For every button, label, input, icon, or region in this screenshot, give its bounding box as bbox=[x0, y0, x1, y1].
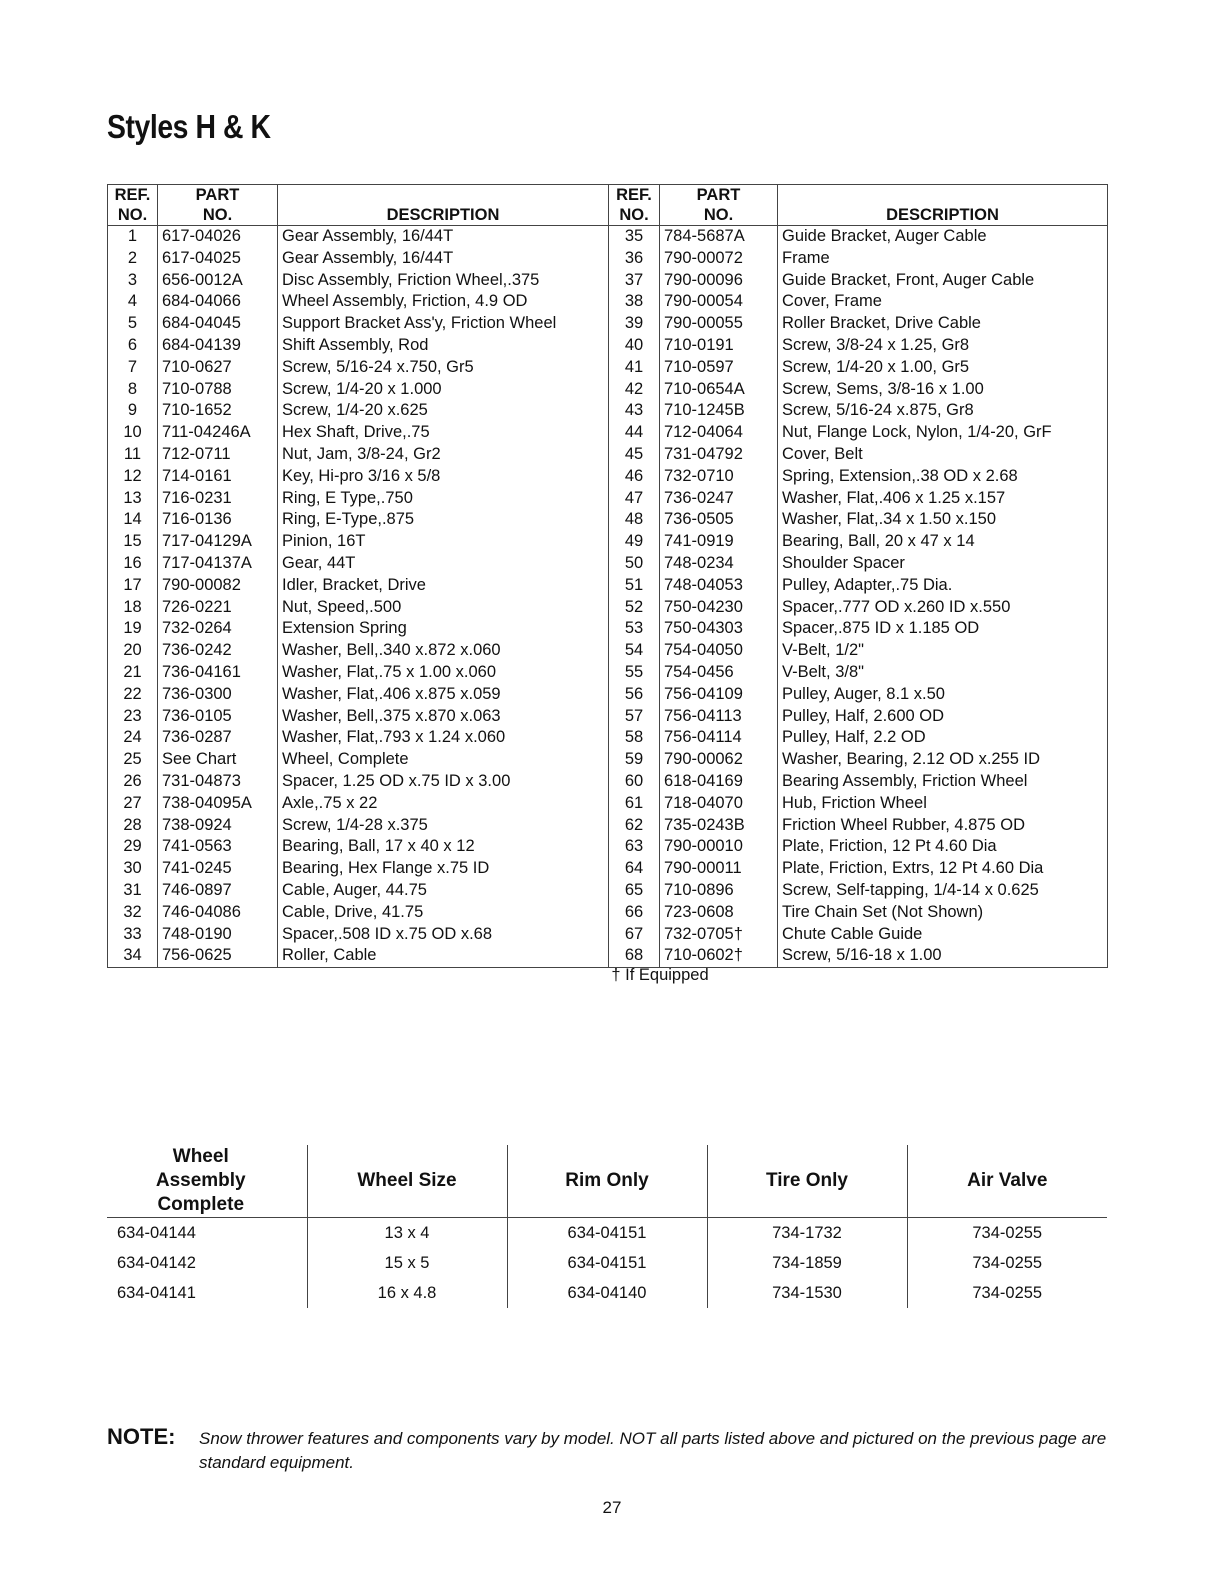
description-header: DESCRIPTION bbox=[278, 185, 609, 226]
ref-no-cell: 48 bbox=[609, 509, 660, 531]
parts-table bbox=[107, 184, 1108, 968]
part-no-cell: 736-0247 bbox=[660, 488, 778, 510]
tire-only-cell: 734-1530 bbox=[707, 1278, 907, 1308]
ref-no-cell: 8 bbox=[108, 379, 158, 401]
table-row bbox=[108, 270, 1108, 292]
part-no-cell: 790-00062 bbox=[660, 749, 778, 771]
wheel-size-cell: 15 x 5 bbox=[307, 1248, 507, 1278]
description-cell: Nut, Flange Lock, Nylon, 1/4-20, GrF bbox=[778, 422, 1108, 444]
part-no-cell: 716-0136 bbox=[158, 509, 278, 531]
part-no-header: PART NO. bbox=[660, 185, 778, 226]
parts-table-header bbox=[108, 185, 1108, 226]
table-row bbox=[108, 248, 1108, 270]
part-no-cell: 712-04064 bbox=[660, 422, 778, 444]
part-no-cell: 736-04161 bbox=[158, 662, 278, 684]
ref-no-cell: 60 bbox=[609, 771, 660, 793]
ref-no-cell: 17 bbox=[108, 575, 158, 597]
part-no-cell: 756-04113 bbox=[660, 706, 778, 728]
description-cell: Axle,.75 x 22 bbox=[278, 793, 609, 815]
ref-no-cell: 25 bbox=[108, 749, 158, 771]
ref-no-cell: 55 bbox=[609, 662, 660, 684]
part-no-cell: 736-0300 bbox=[158, 684, 278, 706]
ref-no-cell: 58 bbox=[609, 727, 660, 749]
air-valve-header: Air Valve bbox=[907, 1145, 1107, 1218]
description-cell: Screw, 5/16-18 x 1.00 bbox=[778, 945, 1108, 967]
description-cell: Bearing Assembly, Friction Wheel bbox=[778, 771, 1108, 793]
description-cell: Cover, Frame bbox=[778, 291, 1108, 313]
description-cell: Screw, Self-tapping, 1/4-14 x 0.625 bbox=[778, 880, 1108, 902]
wheel-size-cell: 16 x 4.8 bbox=[307, 1278, 507, 1308]
description-cell: Washer, Flat,.406 x.875 x.059 bbox=[278, 684, 609, 706]
ref-no-cell: 19 bbox=[108, 618, 158, 640]
part-no-cell: 746-0897 bbox=[158, 880, 278, 902]
part-no-cell: 732-0705† bbox=[660, 924, 778, 946]
description-cell: Guide Bracket, Auger Cable bbox=[778, 226, 1108, 248]
ref-no-cell: 61 bbox=[609, 793, 660, 815]
part-no-cell: 732-0264 bbox=[158, 618, 278, 640]
ref-no-cell: 23 bbox=[108, 706, 158, 728]
wheel-chart-table bbox=[107, 1145, 1107, 1308]
ref-no-cell: 64 bbox=[609, 858, 660, 880]
part-no-cell: 617-04025 bbox=[158, 248, 278, 270]
part-no-cell: 723-0608 bbox=[660, 902, 778, 924]
wheel-chart-header bbox=[107, 1145, 1107, 1218]
ref-no-cell: 14 bbox=[108, 509, 158, 531]
part-no-cell: 731-04873 bbox=[158, 771, 278, 793]
ref-no-cell: 9 bbox=[108, 400, 158, 422]
ref-no-cell: 43 bbox=[609, 400, 660, 422]
part-no-cell: 754-04050 bbox=[660, 640, 778, 662]
table-row bbox=[108, 640, 1108, 662]
description-cell: Bearing, Hex Flange x.75 ID bbox=[278, 858, 609, 880]
table-row bbox=[108, 945, 1108, 967]
ref-no-cell: 11 bbox=[108, 444, 158, 466]
part-no-cell: 710-0896 bbox=[660, 880, 778, 902]
description-cell: Disc Assembly, Friction Wheel,.375 bbox=[278, 270, 609, 292]
description-cell: Friction Wheel Rubber, 4.875 OD bbox=[778, 815, 1108, 837]
description-cell: Ring, E-Type,.875 bbox=[278, 509, 609, 531]
ref-no-cell: 7 bbox=[108, 357, 158, 379]
ref-no-cell: 57 bbox=[609, 706, 660, 728]
ref-no-cell: 27 bbox=[108, 793, 158, 815]
ref-no-cell: 46 bbox=[609, 466, 660, 488]
ref-no-cell: 42 bbox=[609, 379, 660, 401]
description-cell: Shift Assembly, Rod bbox=[278, 335, 609, 357]
part-no-cell: 756-04114 bbox=[660, 727, 778, 749]
air-valve-cell: 734-0255 bbox=[972, 1253, 1043, 1272]
ref-no-cell: 65 bbox=[609, 880, 660, 902]
table-row bbox=[108, 924, 1108, 946]
part-no-cell: 684-04045 bbox=[158, 313, 278, 335]
description-cell: Spacer, 1.25 OD x.75 ID x 3.00 bbox=[278, 771, 609, 793]
part-no-cell: 735-0243B bbox=[660, 815, 778, 837]
part-no-cell: 754-0456 bbox=[660, 662, 778, 684]
part-no-cell: 710-1245B bbox=[660, 400, 778, 422]
description-cell: Washer, Bell,.375 x.870 x.063 bbox=[278, 706, 609, 728]
tire-only-header: Tire Only bbox=[707, 1145, 907, 1218]
part-no-cell: 748-0234 bbox=[660, 553, 778, 575]
description-cell: Wheel Assembly, Friction, 4.9 OD bbox=[278, 291, 609, 313]
description-cell: Washer, Bell,.340 x.872 x.060 bbox=[278, 640, 609, 662]
part-no-cell: 790-00011 bbox=[660, 858, 778, 880]
part-no-cell: See Chart bbox=[158, 749, 278, 771]
ref-no-cell: 16 bbox=[108, 553, 158, 575]
ref-no-cell: 26 bbox=[108, 771, 158, 793]
part-no-cell: 738-04095A bbox=[158, 793, 278, 815]
part-no-cell: 710-0788 bbox=[158, 379, 278, 401]
description-cell: Cable, Drive, 41.75 bbox=[278, 902, 609, 924]
part-no-cell: 790-00054 bbox=[660, 291, 778, 313]
part-no-cell: 717-04129A bbox=[158, 531, 278, 553]
ref-no-cell: 10 bbox=[108, 422, 158, 444]
ref-no-cell: 40 bbox=[609, 335, 660, 357]
part-no-header: PART NO. bbox=[158, 185, 278, 226]
description-cell: Washer, Flat,.75 x 1.00 x.060 bbox=[278, 662, 609, 684]
description-cell: Cable, Auger, 44.75 bbox=[278, 880, 609, 902]
description-cell: Screw, 3/8-24 x 1.25, Gr8 bbox=[778, 335, 1108, 357]
table-row bbox=[108, 858, 1108, 880]
part-no-cell: 710-0602† bbox=[660, 945, 778, 967]
table-row bbox=[108, 291, 1108, 313]
part-no-cell: 790-00096 bbox=[660, 270, 778, 292]
ref-no-cell: 29 bbox=[108, 836, 158, 858]
description-cell: Washer, Flat,.793 x 1.24 x.060 bbox=[278, 727, 609, 749]
description-cell: Washer, Flat,.34 x 1.50 x.150 bbox=[778, 509, 1108, 531]
table-row bbox=[108, 509, 1108, 531]
part-no-cell: 736-0287 bbox=[158, 727, 278, 749]
ref-no-cell: 20 bbox=[108, 640, 158, 662]
table-row bbox=[108, 597, 1108, 619]
table-row bbox=[108, 618, 1108, 640]
description-cell: Plate, Friction, Extrs, 12 Pt 4.60 Dia bbox=[778, 858, 1108, 880]
description-cell: Screw, 1/4-28 x.375 bbox=[278, 815, 609, 837]
tire-only-cell: 734-1732 bbox=[707, 1218, 907, 1249]
table-row bbox=[108, 313, 1108, 335]
description-cell: Key, Hi-pro 3/16 x 5/8 bbox=[278, 466, 609, 488]
part-no-cell: 710-0191 bbox=[660, 335, 778, 357]
description-cell: V-Belt, 3/8" bbox=[778, 662, 1108, 684]
ref-no-cell: 4 bbox=[108, 291, 158, 313]
description-cell: Wheel, Complete bbox=[278, 749, 609, 771]
description-cell: Gear, 44T bbox=[278, 553, 609, 575]
table-row bbox=[108, 488, 1108, 510]
table-row bbox=[108, 815, 1108, 837]
ref-no-cell: 49 bbox=[609, 531, 660, 553]
table-row bbox=[107, 1218, 1107, 1249]
table-row bbox=[107, 1278, 1107, 1308]
ref-no-cell: 37 bbox=[609, 270, 660, 292]
air-valve-cell: 734-0255 bbox=[972, 1283, 1043, 1302]
description-cell: Guide Bracket, Front, Auger Cable bbox=[778, 270, 1108, 292]
table-row bbox=[108, 357, 1108, 379]
table-row bbox=[108, 226, 1108, 248]
ref-no-cell: 51 bbox=[609, 575, 660, 597]
table-row bbox=[108, 749, 1108, 771]
table-row bbox=[108, 422, 1108, 444]
ref-no-cell: 24 bbox=[108, 727, 158, 749]
part-no-cell: 738-0924 bbox=[158, 815, 278, 837]
table-row bbox=[108, 662, 1108, 684]
part-no-cell: 656-0012A bbox=[158, 270, 278, 292]
part-no-cell: 756-04109 bbox=[660, 684, 778, 706]
page-title: Styles H & K bbox=[107, 108, 271, 145]
ref-no-cell: 21 bbox=[108, 662, 158, 684]
ref-no-cell: 63 bbox=[609, 836, 660, 858]
table-row bbox=[108, 531, 1108, 553]
part-no-cell: 712-0711 bbox=[158, 444, 278, 466]
ref-no-cell: 33 bbox=[108, 924, 158, 946]
ref-no-cell: 38 bbox=[609, 291, 660, 313]
description-cell: Hex Shaft, Drive,.75 bbox=[278, 422, 609, 444]
part-no-cell: 741-0245 bbox=[158, 858, 278, 880]
wheel-size-header: Wheel Size bbox=[307, 1145, 507, 1218]
description-cell: Screw, 1/4-20 x 1.000 bbox=[278, 379, 609, 401]
part-no-cell: 736-0242 bbox=[158, 640, 278, 662]
table-row bbox=[108, 553, 1108, 575]
description-cell: Roller Bracket, Drive Cable bbox=[778, 313, 1108, 335]
ref-no-cell: 47 bbox=[609, 488, 660, 510]
part-no-cell: 741-0563 bbox=[158, 836, 278, 858]
ref-no-header: REF. NO. bbox=[108, 185, 158, 226]
description-cell: Screw, 5/16-24 x.875, Gr8 bbox=[778, 400, 1108, 422]
description-cell: Chute Cable Guide bbox=[778, 924, 1108, 946]
ref-no-cell: 53 bbox=[609, 618, 660, 640]
ref-no-cell: 35 bbox=[609, 226, 660, 248]
description-cell: Bearing, Ball, 20 x 47 x 14 bbox=[778, 531, 1108, 553]
description-cell: Tire Chain Set (Not Shown) bbox=[778, 902, 1108, 924]
ref-no-cell: 12 bbox=[108, 466, 158, 488]
part-no-cell: 684-04139 bbox=[158, 335, 278, 357]
table-row bbox=[108, 902, 1108, 924]
ref-no-cell: 31 bbox=[108, 880, 158, 902]
ref-no-cell: 45 bbox=[609, 444, 660, 466]
page-number: 27 bbox=[602, 1498, 622, 1517]
part-no-cell: 711-04246A bbox=[158, 422, 278, 444]
description-cell: Hub, Friction Wheel bbox=[778, 793, 1108, 815]
ref-no-cell: 28 bbox=[108, 815, 158, 837]
table-row bbox=[108, 466, 1108, 488]
part-no-cell: 710-1652 bbox=[158, 400, 278, 422]
ref-no-cell: 22 bbox=[108, 684, 158, 706]
air-valve-cell: 734-0255 bbox=[972, 1223, 1043, 1242]
ref-no-cell: 62 bbox=[609, 815, 660, 837]
part-no-cell: 717-04137A bbox=[158, 553, 278, 575]
wheel-assembly-cell: 634-04142 bbox=[107, 1248, 307, 1278]
rim-only-cell: 634-04140 bbox=[507, 1278, 707, 1308]
part-no-cell: 731-04792 bbox=[660, 444, 778, 466]
table-row bbox=[108, 880, 1108, 902]
description-cell: Nut, Jam, 3/8-24, Gr2 bbox=[278, 444, 609, 466]
part-no-cell: 617-04026 bbox=[158, 226, 278, 248]
ref-no-header: REF. NO. bbox=[609, 185, 660, 226]
ref-no-cell: 54 bbox=[609, 640, 660, 662]
table-row bbox=[108, 400, 1108, 422]
part-no-cell: 732-0710 bbox=[660, 466, 778, 488]
rim-only-header: Rim Only bbox=[507, 1145, 707, 1218]
wheel-assembly-cell: 634-04141 bbox=[107, 1278, 307, 1308]
part-no-cell: 750-04303 bbox=[660, 618, 778, 640]
description-cell: Extension Spring bbox=[278, 618, 609, 640]
part-no-cell: 736-0505 bbox=[660, 509, 778, 531]
table-row bbox=[108, 335, 1108, 357]
description-cell: Pulley, Auger, 8.1 x.50 bbox=[778, 684, 1108, 706]
part-no-cell: 710-0597 bbox=[660, 357, 778, 379]
part-no-cell: 716-0231 bbox=[158, 488, 278, 510]
part-no-cell: 726-0221 bbox=[158, 597, 278, 619]
table-row bbox=[108, 727, 1108, 749]
table-row bbox=[108, 444, 1108, 466]
part-no-cell: 748-04053 bbox=[660, 575, 778, 597]
part-no-cell: 790-00072 bbox=[660, 248, 778, 270]
footnote: † If Equipped bbox=[611, 966, 709, 984]
part-no-cell: 710-0654A bbox=[660, 379, 778, 401]
table-row bbox=[108, 684, 1108, 706]
description-cell: Screw, 1/4-20 x 1.00, Gr5 bbox=[778, 357, 1108, 379]
description-cell: Idler, Bracket, Drive bbox=[278, 575, 609, 597]
part-no-cell: 756-0625 bbox=[158, 945, 278, 967]
wheel-assembly-cell: 634-04144 bbox=[107, 1218, 307, 1249]
rim-only-cell: 634-04151 bbox=[507, 1218, 707, 1249]
description-cell: Cover, Belt bbox=[778, 444, 1108, 466]
description-cell: Support Bracket Ass'y, Friction Wheel bbox=[278, 313, 609, 335]
description-cell: Pulley, Adapter,.75 Dia. bbox=[778, 575, 1108, 597]
part-no-cell: 718-04070 bbox=[660, 793, 778, 815]
ref-no-cell: 56 bbox=[609, 684, 660, 706]
description-cell: Spacer,.777 OD x.260 ID x.550 bbox=[778, 597, 1108, 619]
note-label: NOTE: bbox=[107, 1424, 176, 1449]
part-no-cell: 784-5687A bbox=[660, 226, 778, 248]
part-no-cell: 790-00082 bbox=[158, 575, 278, 597]
part-no-cell: 714-0161 bbox=[158, 466, 278, 488]
description-cell: Washer, Flat,.406 x 1.25 x.157 bbox=[778, 488, 1108, 510]
ref-no-cell: 13 bbox=[108, 488, 158, 510]
ref-no-cell: 67 bbox=[609, 924, 660, 946]
ref-no-cell: 50 bbox=[609, 553, 660, 575]
table-row bbox=[108, 793, 1108, 815]
part-no-cell: 748-0190 bbox=[158, 924, 278, 946]
ref-no-cell: 44 bbox=[609, 422, 660, 444]
note-text: Snow thrower features and components vary by model. NOT all parts listed above and pictured on the previous page are standard equipment. bbox=[199, 1429, 1107, 1472]
description-cell: Gear Assembly, 16/44T bbox=[278, 248, 609, 270]
part-no-cell: 746-04086 bbox=[158, 902, 278, 924]
description-cell: Spacer,.508 ID x.75 OD x.68 bbox=[278, 924, 609, 946]
description-cell: Spacer,.875 ID x 1.185 OD bbox=[778, 618, 1108, 640]
description-cell: Bearing, Ball, 17 x 40 x 12 bbox=[278, 836, 609, 858]
ref-no-cell: 36 bbox=[609, 248, 660, 270]
ref-no-cell: 41 bbox=[609, 357, 660, 379]
table-row bbox=[108, 575, 1108, 597]
ref-no-cell: 66 bbox=[609, 902, 660, 924]
description-cell: Shoulder Spacer bbox=[778, 553, 1108, 575]
description-cell: Screw, 5/16-24 x.750, Gr5 bbox=[278, 357, 609, 379]
tire-only-cell: 734-1859 bbox=[707, 1248, 907, 1278]
part-no-cell: 684-04066 bbox=[158, 291, 278, 313]
table-row bbox=[108, 706, 1108, 728]
wheel-assembly-header: Wheel Assembly Complete bbox=[107, 1145, 307, 1218]
part-no-cell: 618-04169 bbox=[660, 771, 778, 793]
description-cell: V-Belt, 1/2" bbox=[778, 640, 1108, 662]
description-cell: Spring, Extension,.38 OD x 2.68 bbox=[778, 466, 1108, 488]
ref-no-cell: 52 bbox=[609, 597, 660, 619]
part-no-cell: 736-0105 bbox=[158, 706, 278, 728]
description-cell: Gear Assembly, 16/44T bbox=[278, 226, 609, 248]
part-no-cell: 790-00010 bbox=[660, 836, 778, 858]
wheel-size-cell: 13 x 4 bbox=[307, 1218, 507, 1249]
description-cell: Screw, 1/4-20 x.625 bbox=[278, 400, 609, 422]
ref-no-cell: 18 bbox=[108, 597, 158, 619]
description-cell: Ring, E Type,.750 bbox=[278, 488, 609, 510]
ref-no-cell: 1 bbox=[108, 226, 158, 248]
table-row bbox=[108, 771, 1108, 793]
description-cell: Pinion, 16T bbox=[278, 531, 609, 553]
part-no-cell: 710-0627 bbox=[158, 357, 278, 379]
ref-no-cell: 34 bbox=[108, 945, 158, 967]
description-cell: Nut, Speed,.500 bbox=[278, 597, 609, 619]
ref-no-cell: 59 bbox=[609, 749, 660, 771]
table-row bbox=[107, 1248, 1107, 1278]
table-row bbox=[108, 379, 1108, 401]
description-cell: Pulley, Half, 2.2 OD bbox=[778, 727, 1108, 749]
description-cell: Screw, Sems, 3/8-16 x 1.00 bbox=[778, 379, 1108, 401]
ref-no-cell: 6 bbox=[108, 335, 158, 357]
description-cell: Pulley, Half, 2.600 OD bbox=[778, 706, 1108, 728]
description-cell: Frame bbox=[778, 248, 1108, 270]
table-row bbox=[108, 836, 1108, 858]
description-cell: Washer, Bearing, 2.12 OD x.255 ID bbox=[778, 749, 1108, 771]
part-no-cell: 741-0919 bbox=[660, 531, 778, 553]
part-no-cell: 790-00055 bbox=[660, 313, 778, 335]
rim-only-cell: 634-04151 bbox=[507, 1248, 707, 1278]
ref-no-cell: 3 bbox=[108, 270, 158, 292]
ref-no-cell: 39 bbox=[609, 313, 660, 335]
part-no-cell: 750-04230 bbox=[660, 597, 778, 619]
ref-no-cell: 5 bbox=[108, 313, 158, 335]
ref-no-cell: 32 bbox=[108, 902, 158, 924]
ref-no-cell: 2 bbox=[108, 248, 158, 270]
ref-no-cell: 68 bbox=[609, 945, 660, 967]
description-cell: Plate, Friction, 12 Pt 4.60 Dia bbox=[778, 836, 1108, 858]
description-cell: Roller, Cable bbox=[278, 945, 609, 967]
ref-no-cell: 30 bbox=[108, 858, 158, 880]
ref-no-cell: 15 bbox=[108, 531, 158, 553]
description-header: DESCRIPTION bbox=[778, 185, 1108, 226]
